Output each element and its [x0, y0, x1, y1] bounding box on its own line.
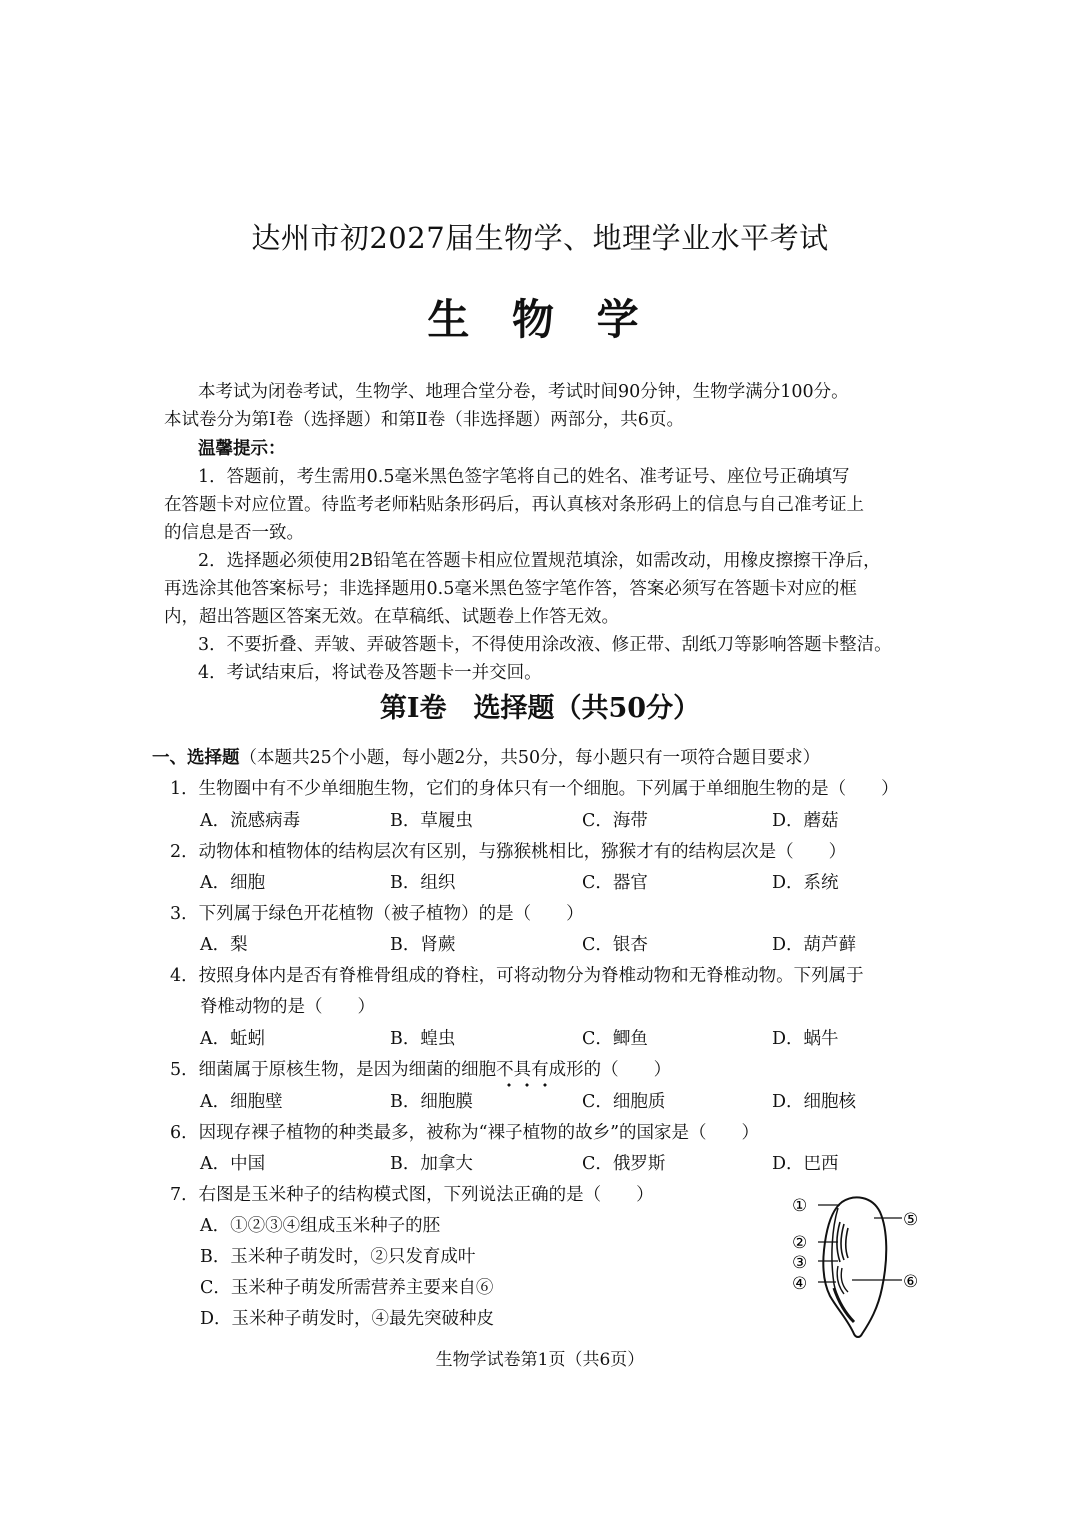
tip-3: 3．不要折叠、弄皱、弄破答题卡，不得使用涂改液、修正带、刮纸刀等影响答题卡整洁。	[198, 635, 892, 655]
question-5-stem	[170, 1058, 671, 1082]
tip-2-line-1: 2．选择题必须使用2B铅笔在答题卡相应位置规范填涂，如需改动，用橡皮擦擦干净后，	[198, 551, 881, 571]
label-1: ①	[792, 1196, 808, 1216]
part-note: （本题共25个小题，每小题2分，共50分，每小题只有一项符合题目要求）	[239, 748, 821, 768]
question-1-option-b: B．草履虫	[390, 811, 473, 831]
question-4-option-d: D．蜗牛	[772, 1029, 839, 1049]
intro-line-1: 本考试为闭卷考试，生物学、地理合堂分卷，考试时间90分钟，生物学满分100分。	[198, 382, 849, 402]
question-6-option-c: C．俄罗斯	[582, 1154, 666, 1174]
question-6-stem: 6．因现存裸子植物的种类最多，被称为“裸子植物的故乡”的国家是（ ）	[170, 1123, 760, 1143]
label-4: ④	[792, 1274, 808, 1294]
question-2-option-c: C．器官	[582, 873, 648, 893]
page-footer: 生物学试卷第1页（共6页）	[435, 1350, 645, 1370]
question-4-option-b: B．蝗虫	[390, 1029, 456, 1049]
question-1-option-c: C．海带	[582, 811, 648, 831]
question-7-option-d: D．玉米种子萌发时，④最先突破种皮	[200, 1309, 495, 1329]
question-4-option-c: C．鲫鱼	[582, 1029, 648, 1049]
question-7-option-c: C．玉米种子萌发所需营养主要来自⑥	[200, 1278, 494, 1298]
question-5-option-b: B．细胞膜	[390, 1092, 473, 1112]
tip-4: 4．考试结束后，将试卷及答题卡一并交回。	[198, 663, 542, 683]
question-3-option-c: C．银杏	[582, 935, 648, 955]
question-7-stem: 7．右图是玉米种子的结构模式图，下列说法正确的是（ ）	[170, 1185, 654, 1205]
question-4-option-a: A．蚯蚓	[200, 1029, 266, 1049]
label-2: ②	[792, 1233, 808, 1253]
question-5-option-d: D．细胞核	[772, 1092, 857, 1112]
subject-title: 生 物 学	[427, 295, 653, 344]
question-2-option-b: B．组织	[390, 873, 456, 893]
label-6: ⑥	[903, 1272, 919, 1292]
section-title: 第Ⅰ卷 选择题（共50分）	[379, 693, 701, 724]
tip-1-line-2: 在答题卡对应位置。待监考老师粘贴条形码后，再认真核对条形码上的信息与自己准考证上	[164, 495, 864, 515]
question-1-stem: 1．生物圈中有不少单细胞生物，它们的身体只有一个细胞。下列属于单细胞生物的是（ ）	[170, 779, 899, 799]
question-3-option-d: D．葫芦藓	[772, 935, 857, 955]
part-heading	[152, 746, 820, 770]
question-2-option-a: A．细胞	[200, 873, 266, 893]
question-6-option-d: D．巴西	[772, 1154, 839, 1174]
question-1-option-d: D．蘑菇	[772, 811, 839, 831]
question-2-stem: 2．动物体和植物体的结构层次有区别，与猕猴桃相比，猕猴才有的结构层次是（ ）	[170, 842, 847, 862]
tip-1-line-3: 的信息是否一致。	[164, 523, 304, 543]
corn-seed-diagram	[790, 1188, 930, 1348]
question-5-stem-pre: 5．细菌属于原核生物，是因为细菌的细胞	[170, 1060, 497, 1080]
question-3-option-b: B．肾蕨	[390, 935, 456, 955]
tip-1-line-1: 1．答题前，考生需用0.5毫米黑色签字笔将自己的姓名、准考证号、座位号正确填写	[198, 467, 850, 487]
label-3: ③	[792, 1253, 808, 1273]
question-6-option-b: B．加拿大	[390, 1154, 473, 1174]
question-6-option-a: A．中国	[200, 1154, 266, 1174]
question-5-stem-post: 成形的（ ）	[548, 1060, 672, 1080]
question-7-option-a: A．①②③④组成玉米种子的胚	[200, 1216, 441, 1236]
question-2-option-d: D．系统	[772, 873, 839, 893]
question-3-option-a: A．梨	[200, 935, 248, 955]
intro-line-2: 本试卷分为第Ⅰ卷（选择题）和第Ⅱ卷（非选择题）两部分，共6页。	[164, 410, 684, 430]
question-4-stem-line-2: 脊椎动物的是（ ）	[200, 997, 375, 1017]
question-1-option-a: A．流感病毒	[200, 811, 301, 831]
label-5: ⑤	[903, 1210, 919, 1230]
tip-2-line-3: 内，超出答题区答案无效。在草稿纸、试题卷上作答无效。	[164, 607, 619, 627]
tips-heading: 温馨提示：	[198, 439, 286, 459]
exam-title: 达州市初2027届生物学、地理学业水平考试	[251, 221, 829, 255]
question-7-option-b: B．玉米种子萌发时，②只发育成叶	[200, 1247, 476, 1267]
question-4-stem-line-1: 4．按照身体内是否有脊椎骨组成的脊柱，可将动物分为脊椎动物和无脊椎动物。下列属于	[170, 966, 864, 986]
question-5-option-a: A．细胞壁	[200, 1092, 283, 1112]
part-label: 一、选择题	[152, 748, 240, 768]
tip-2-line-2: 再选涂其他答案标号；非选择题用0.5毫米黑色签字笔作答，答案必须写在答题卡对应的框	[164, 579, 857, 599]
question-5-emphasis: 不具有	[496, 1060, 549, 1080]
question-5-option-c: C．细胞质	[582, 1092, 666, 1112]
question-3-stem: 3．下列属于绿色开花植物（被子植物）的是（ ）	[170, 904, 584, 924]
